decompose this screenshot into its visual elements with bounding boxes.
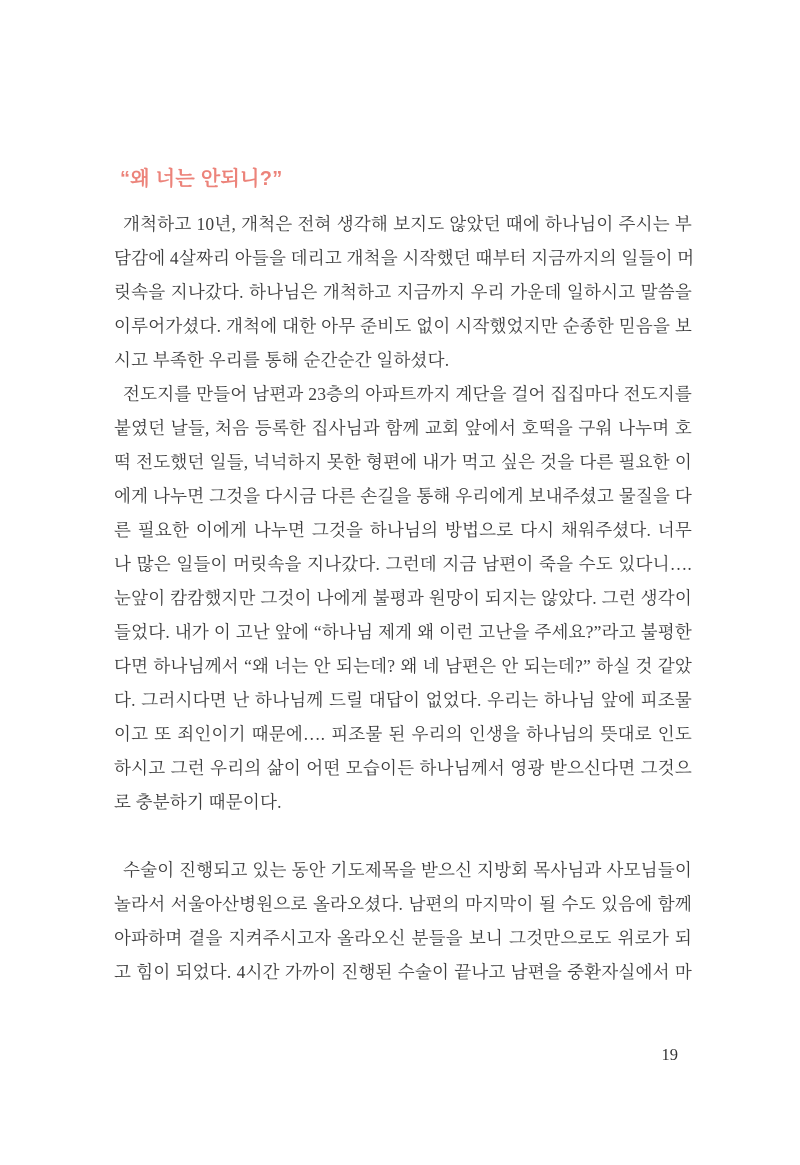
paragraph xyxy=(114,207,695,377)
text-line: 수술이 진행되고 있는 동안 기도제목을 받으신 지방회 목사님과 사모님들이 xyxy=(123,860,692,880)
text-line: 들었다. 내가 이 고난 앞에 “하나님 제게 왜 이런 고난을 주세요?”라고 불평한 xyxy=(114,622,692,642)
text-line: 이루어가셨다. 개척에 대한 아무 준비도 없이 시작했었지만 순종한 믿음을 보 xyxy=(114,316,692,336)
text-line: 아파하며 곁을 지켜주시고자 올라오신 분들을 보니 그것만으로도 위로가 되 xyxy=(114,928,692,948)
page-content xyxy=(114,166,695,989)
text-line: 시고 부족한 우리를 통해 순간순간 일하셨다. xyxy=(114,350,450,370)
text-line: 나 많은 일들이 머릿속을 지나갔다. 그런데 지금 남편이 죽을 수도 있다니…. xyxy=(114,554,692,574)
text-line: 눈앞이 캄캄했지만 그것이 나에게 불평과 원망이 되지는 않았다. 그런 생각이 xyxy=(114,588,692,608)
page-number: 19 xyxy=(661,1045,678,1064)
section-heading: “왜 너는 안되니?” xyxy=(120,168,283,190)
text-line: 에게 나누면 그것을 다시금 다른 손길을 통해 우리에게 보내주셨고 물질을 다 xyxy=(114,486,692,506)
text-line: 붙였던 날들, 처음 등록한 집사님과 함께 교회 앞에서 호떡을 구워 나누며 호 xyxy=(114,418,692,438)
text-line: 로 충분하기 때문이다. xyxy=(114,792,282,812)
text-line: 른 필요한 이에게 나누면 그것을 하나님의 방법으로 다시 채워주셨다. 너무 xyxy=(114,520,692,540)
paragraph xyxy=(114,377,692,819)
text-line: 다. 그러시다면 난 하나님께 드릴 대답이 없었다. 우리는 하나님 앞에 피조물 xyxy=(114,690,692,710)
text-line: 릿속을 지나갔다. 하나님은 개척하고 지금까지 우리 가운데 일하시고 말씀을 xyxy=(114,282,692,302)
text-line: 전도지를 만들어 남편과 23층의 아파트까지 계단을 걸어 집집마다 전도지를 xyxy=(123,384,692,404)
paragraph xyxy=(114,853,692,989)
text-line: 이고 또 죄인이기 때문에…. 피조물 된 우리의 인생을 하나님의 뜻대로 인도 xyxy=(114,724,692,744)
text-line: 고 힘이 되었다. 4시간 가까이 진행된 수술이 끝나고 남편을 중환자실에서 마 xyxy=(114,962,692,982)
text-line: 하시고 그런 우리의 삶이 어떤 모습이든 하나님께서 영광 받으신다면 그것으 xyxy=(114,758,692,778)
text-line: 개척하고 10년, 개척은 전혀 생각해 보지도 않았던 때에 하나님이 주시는 부 xyxy=(123,214,692,234)
text-line: 다면 하나님께서 “왜 너는 안 되는데? 왜 네 남편은 안 되는데?” 하실 것 같았 xyxy=(114,656,692,676)
text-line: 놀라서 서울아산병원으로 올라오셨다. 남편의 마지막이 될 수도 있음에 함께 xyxy=(114,894,692,914)
text-line: 담감에 4살짜리 아들을 데리고 개척을 시작했던 때부터 지금까지의 일들이 머 xyxy=(114,248,695,268)
body-text xyxy=(114,207,695,989)
text-line: 떡 전도했던 일들, 넉넉하지 못한 형편에 내가 먹고 싶은 것을 다른 필요한 이 xyxy=(114,452,692,472)
